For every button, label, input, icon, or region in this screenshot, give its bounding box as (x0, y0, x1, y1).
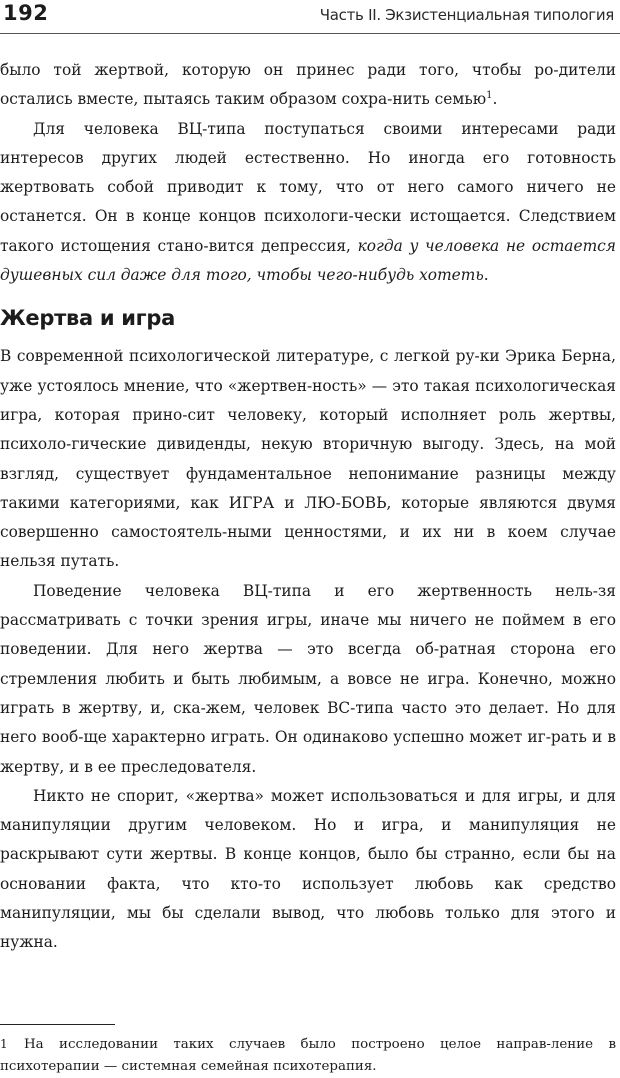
footnote (0, 1033, 616, 1078)
running-head (0, 0, 620, 34)
body-text (0, 56, 616, 958)
footnote-marker: 1 (0, 1037, 8, 1051)
running-title: Часть II. Экзистенциальная типология (319, 6, 614, 24)
page-number: 192 (3, 1, 49, 25)
footnote-text: На исследовании таких случаев было построено целое направ-ление в психотерапии — системная семейная психотерапия. (0, 1037, 616, 1074)
paragraph-text: Для человека ВЦ-типа поступаться своими интересами ради интересов других людей естественно. Но иногда его готовность жертвовать собой приводит к тому, что от него самого ничего не останется. Он в конце концов психологи-чески истощается. Следствием такого истощения стано-вится депрессия, (0, 119, 616, 255)
footnote-rule (0, 1024, 115, 1025)
header-rule (0, 33, 620, 34)
paragraph-continuation (0, 56, 616, 115)
paragraph-text: было той жертвой, которую он принес ради того, чтобы ро-дители остались вместе, пытаясь таким образом сохра-нить семью (0, 61, 616, 109)
italic-emphasis: когда у человека не остается душевных сил даже для того, чтобы чего-нибудь хотеть (0, 236, 616, 285)
paragraph-behavior: Поведение человека ВЦ-типа и его жертвенность нель-зя рассматривать с точки зрения игры, иначе мы ничего не поймем в его поведении. Для него жертва — это всегда об-ратная сторона его стремления любить и быть любимым, а вовсе не игра. Конечно, можно играть в жертву, и, ска-жем, человек ВС-типа часто это делает. Но для него вооб-ще характерно играть. Он одинаково успешно может иг-рать и в жертву, и в ее преследователя. (0, 581, 616, 776)
sentence-period: . (492, 90, 498, 109)
paragraph-depression (0, 115, 616, 291)
sentence-period: . (483, 266, 489, 285)
paragraph-manipulation: Никто не спорит, «жертва» может использоваться и для игры, и для манипуляции другим человеком. Но и игра, и манипуляция не раскрывают сути жертвы. В конце концов, было бы странно, если бы на основании факта, что кто-то использует любовь как средство манипуляции, мы бы сделали вывод, что любовь только для этого и нужна. (0, 786, 616, 952)
footnote-reference: 1 (486, 90, 493, 102)
section-heading: Жертва и игра (0, 306, 175, 331)
paragraph-berne: В современной психологической литературе, с легкой ру-ки Эрика Берна, уже устоялось мнение, что «жертвен-ность» — это такая психологическая игра, которая прино-сит человеку, который исполняет роль жертвы, психоло-гические дивиденды, некую вторичную выгоду. Здесь, на мой взгляд, существует фундаментальное непонимание разницы между такими категориями, как ИГРА и ЛЮ-БОВЬ, которые являются двумя совершенно самостоятель-ными ценностями, и их ни в коем случае нельзя путать. (0, 347, 616, 571)
